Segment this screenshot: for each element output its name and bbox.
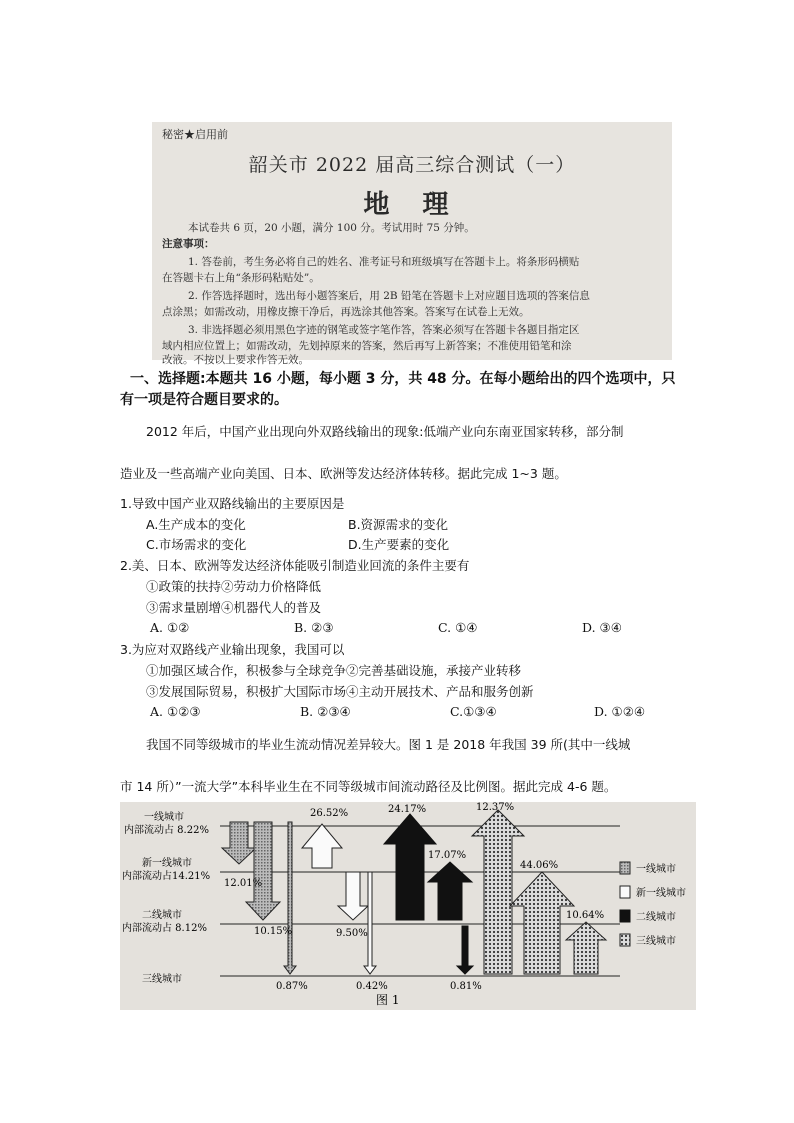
- value-label: 12.37%: [476, 802, 515, 813]
- level-4-name: 三线城市: [142, 974, 182, 985]
- value-label: 12.01%: [224, 878, 263, 889]
- q1-option-d: D.生产要素的变化: [348, 537, 450, 552]
- figure-caption: 图 1: [376, 993, 400, 1007]
- notice-line: 1. 答卷前，考生务必将自己的姓名、准考证号和班级填写在答题卡上。将条形码横贴: [188, 256, 580, 268]
- legend-item: 新一线城市: [636, 888, 686, 899]
- legend-swatch-dotted: [620, 934, 630, 946]
- arrow-down-black: [457, 926, 473, 974]
- passage-1-line: 造业及一些高端产业向美国、日本、欧洲等发达经济体转移。据此完成 1~3 题。: [120, 466, 567, 481]
- q2-option-d: D. ③④: [582, 620, 622, 635]
- level-3-name: 二线城市: [142, 910, 182, 921]
- q1-option-a: A.生产成本的变化: [146, 517, 246, 532]
- q1-option-b: B.资源需求的变化: [348, 517, 449, 532]
- arrow-down-gray: [284, 822, 296, 974]
- value-label: 26.52%: [310, 808, 349, 819]
- arrow-down-gray: [246, 822, 280, 920]
- secret-label: 秘密★启用前: [162, 128, 228, 141]
- q3-stem: 3.为应对双路线产业输出现象，我国可以: [120, 642, 345, 657]
- arrow-up-dotted: [510, 872, 574, 974]
- q1-stem: 1.导致中国产业双路线输出的主要原因是: [120, 496, 345, 511]
- arrow-down-white: [364, 872, 376, 974]
- notice-line: 改液。不按以上要求作答无效。: [162, 354, 309, 366]
- exam-info: 本试卷共 6 页，20 小题，满分 100 分。考试用时 75 分钟。: [188, 222, 475, 234]
- value-label: 17.07%: [428, 850, 467, 861]
- q3-statement: ③发展国际贸易，积极扩大国际市场④主动开展技术、产品和服务创新: [146, 684, 534, 699]
- value-label: 44.06%: [520, 860, 559, 871]
- notice-line: 2. 作答选择题时，选出每小题答案后，用 2B 铅笔在答题卡上对应题目选项的答案信息: [188, 290, 590, 302]
- legend-item: 二线城市: [636, 912, 676, 923]
- subject-title: 地 理: [363, 190, 461, 220]
- notice-line: 点涂黑；如需改动，用橡皮擦干净后，再选涂其他答案。答案写在试卷上无效。: [162, 306, 530, 318]
- level-1-name: 一线城市: [144, 812, 184, 823]
- q3-option-a: A. ①②③: [150, 704, 201, 719]
- arrow-up-white: [302, 824, 342, 868]
- legend-swatch-black: [620, 910, 630, 922]
- legend-item: 一线城市: [636, 864, 676, 875]
- notice-line: 3. 非选择题必须用黑色字迹的钢笔或签字笔作答，答案必须写在答题卡各题目指定区: [188, 324, 580, 336]
- q2-option-a: A. ①②: [150, 620, 190, 635]
- arrow-down-gray: [222, 822, 256, 864]
- q2-stem: 2.美、日本、欧洲等发达经济体能吸引制造业回流的条件主要有: [120, 558, 470, 573]
- value-label: 9.50%: [336, 928, 368, 939]
- exam-title: 韶关市 2022 届高三综合测试（一）: [248, 154, 576, 176]
- q3-option-d: D. ①②④: [594, 704, 646, 719]
- notice-line: 域内相应位置上；如需改动，先划掉原来的答案，然后再写上新答案；不准使用铅笔和涂: [162, 340, 572, 352]
- q2-statement: ③需求量剧增④机器代人的普及: [146, 600, 322, 615]
- section-heading-cont: 有一项是符合题目要求的。: [120, 392, 288, 408]
- notice-line: 在答题卡右上角“条形码粘贴处”。: [162, 272, 320, 284]
- arrow-up-black: [428, 862, 472, 920]
- value-label: 0.87%: [276, 981, 308, 992]
- arrow-up-dotted: [472, 810, 524, 974]
- level-2-name: 新一线城市: [142, 858, 192, 869]
- level-1-flow: 内部流动占 8.22%: [124, 825, 209, 836]
- value-label: 10.15%: [254, 926, 293, 937]
- passage-2-line: 市 14 所）”一流大学”本科毕业生在不同等级城市间流动路径及比例图。据此完成 4-6 题。: [120, 779, 617, 794]
- legend-swatch-white: [620, 886, 630, 898]
- exam-header: [152, 122, 672, 366]
- q2-option-c: C. ①④: [438, 620, 478, 635]
- notice-title: 注意事项：: [162, 238, 215, 250]
- arrow-up-black: [384, 814, 436, 920]
- legend-item: 三线城市: [636, 936, 676, 947]
- passage-1-line: 2012 年后，中国产业出现向外双路线输出的现象:低端产业向东南亚国家转移，部分制: [146, 424, 624, 439]
- value-label: 24.17%: [388, 804, 427, 815]
- section-heading: 一、选择题:本题共 16 小题，每小题 3 分，共 48 分。在每小题给出的四个选项中，只: [130, 371, 676, 387]
- level-3-flow: 内部流动占 8.12%: [122, 923, 207, 934]
- q3-statement: ①加强区域合作，积极参与全球竞争②完善基础设施，承接产业转移: [146, 663, 522, 678]
- arrow-down-white: [338, 872, 368, 920]
- value-label: 0.42%: [356, 981, 388, 992]
- legend-swatch-gray: [620, 862, 630, 874]
- arrow-up-dotted: [566, 922, 606, 974]
- value-label: 0.81%: [450, 981, 482, 992]
- q3-option-c: C.①③④: [450, 704, 497, 719]
- q2-option-b: B. ②③: [294, 620, 334, 635]
- value-label: 10.64%: [566, 910, 605, 921]
- q3-option-b: B. ②③④: [300, 704, 351, 719]
- passage-2-line: 我国不同等级城市的毕业生流动情况差异较大。图 1 是 2018 年我国 39 所(其中一线城: [146, 737, 631, 752]
- figure-1: [120, 802, 696, 1010]
- q1-option-c: C.市场需求的变化: [146, 537, 247, 552]
- q2-statement: ①政策的扶持②劳动力价格降低: [146, 579, 322, 594]
- level-2-flow: 内部流动占14.21%: [122, 871, 211, 882]
